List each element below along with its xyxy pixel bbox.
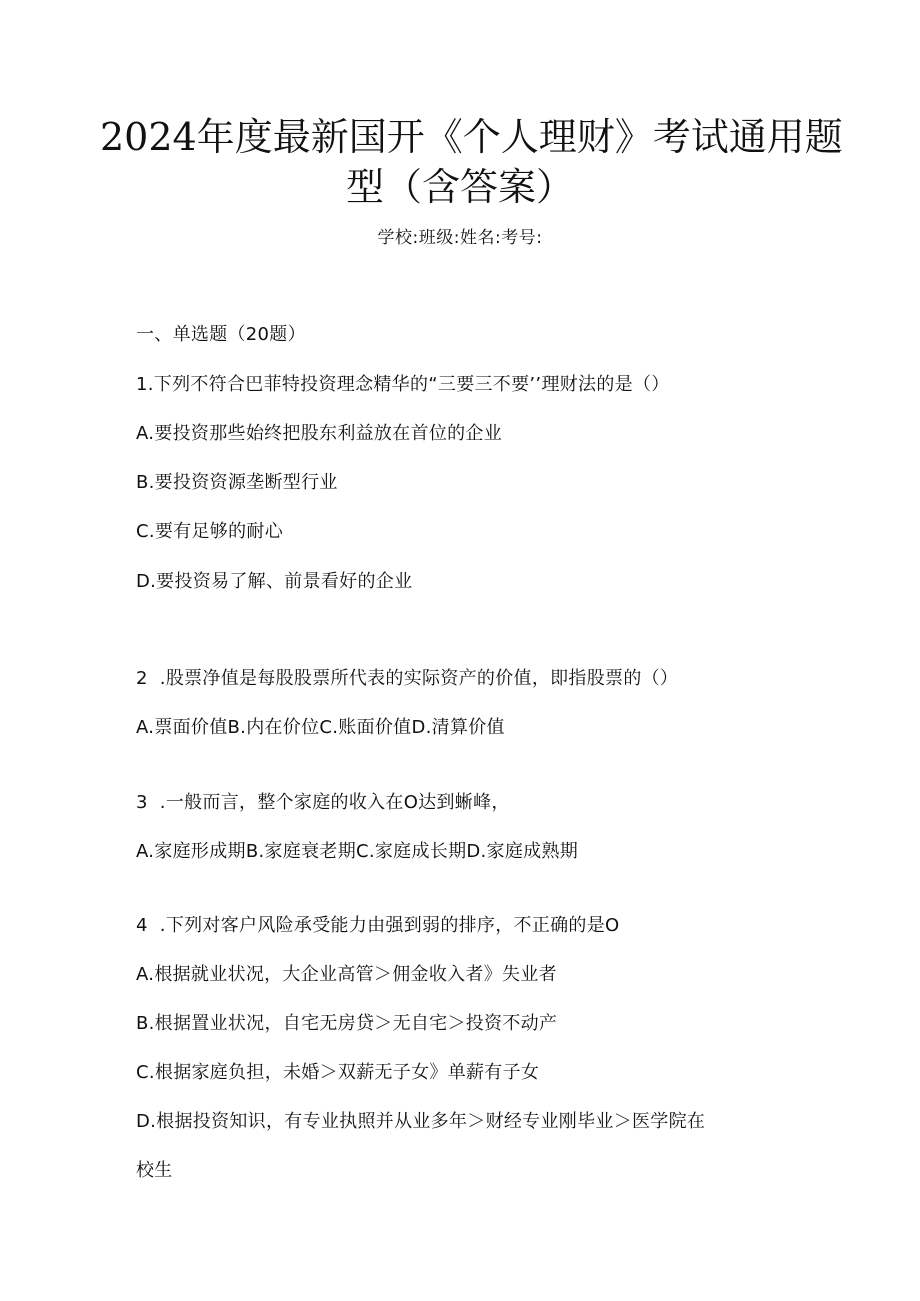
question-1-option-c: C.要有足够的耐心 <box>136 521 283 542</box>
question-4-stem: 4 .下列对客户风险承受能力由强到弱的排序，不正确的是O <box>136 915 620 936</box>
question-2-options: A.票面价值B.内在价位C.账面价值D.清算价值 <box>136 717 505 738</box>
question-4-option-d-line-2: 校生 <box>136 1160 173 1181</box>
question-3-options: A.家庭形成期B.家庭衰老期C.家庭成长期D.家庭成熟期 <box>136 841 579 862</box>
document-title-line-1: 2024年度最新国开《个人理财》考试通用题 <box>100 115 843 159</box>
section-heading: 一、单选题（20题） <box>136 324 306 345</box>
question-3-stem: 3 .一般而言，整个家庭的收入在O达到蜥峰， <box>136 792 510 813</box>
document-title-line-2: 型（含答案） <box>345 165 574 209</box>
question-4-option-d-line-1: D.根据投资知识，有专业执照并从业多年＞财经专业刚毕业＞医学院在 <box>136 1111 706 1132</box>
question-1-option-d: D.要投资易了解、前景看好的企业 <box>136 571 413 592</box>
question-4-option-a: A.根据就业状况，大企业高管＞佣金收入者》失业者 <box>136 964 557 985</box>
question-2-stem: 2 .股票净值是每股股票所代表的实际资产的价值，即指股票的（） <box>136 668 679 689</box>
question-1-stem: 1.下列不符合巴菲特投资理念精华的“三要三不要’’理财法的是（） <box>136 374 670 395</box>
question-1-option-b: B.要投资资源垄断型行业 <box>136 472 338 493</box>
question-4-option-c: C.根据家庭负担，未婚＞双薪无子女》单薪有子女 <box>136 1062 540 1083</box>
question-1-option-a: A.要投资那些始终把股东利益放在首位的企业 <box>136 423 503 444</box>
question-4-option-b: B.根据置业状况，自宅无房贷＞无自宅＞投资不动产 <box>136 1013 558 1034</box>
student-info-line: 学校:班级:姓名:考号: <box>377 228 543 248</box>
